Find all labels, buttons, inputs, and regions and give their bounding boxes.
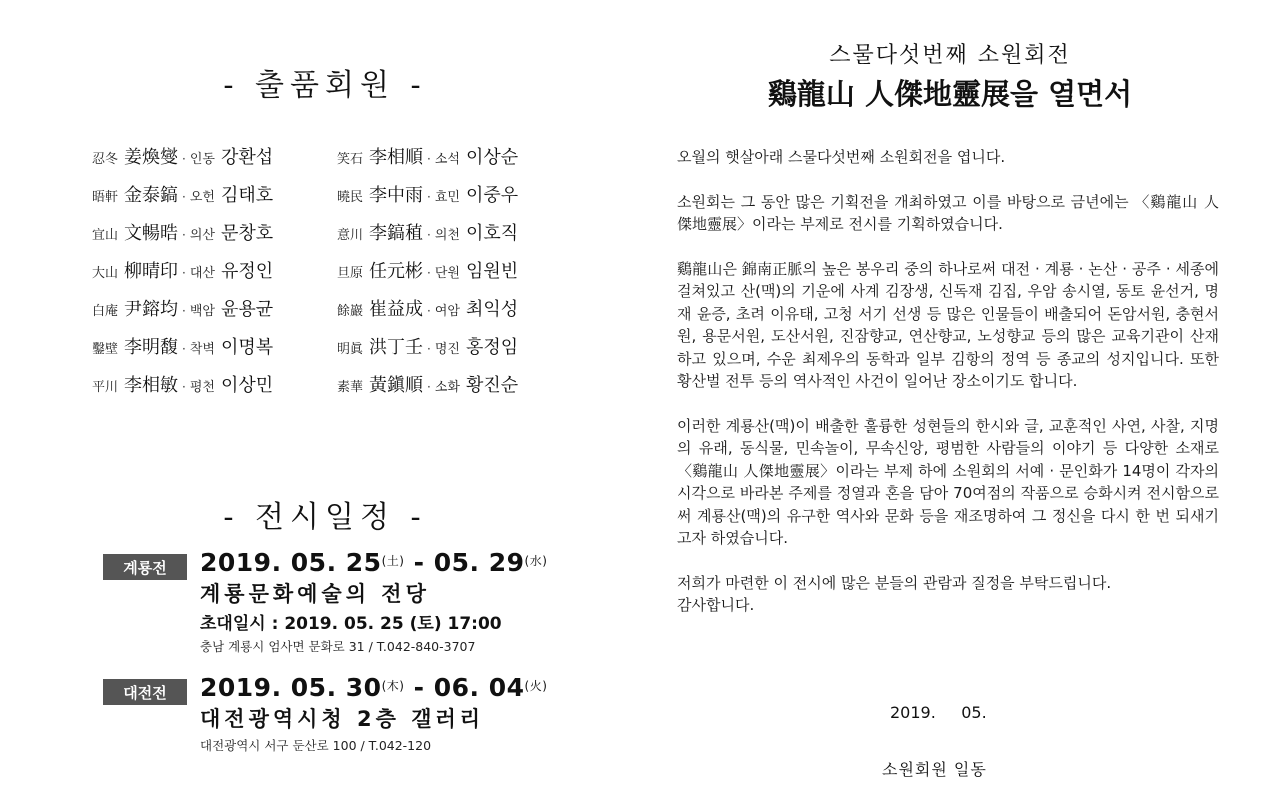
preface-text bbox=[677, 146, 1219, 639]
preface-paragraph: 감사합니다. bbox=[677, 596, 755, 614]
member-pen-name-korean: 의산 bbox=[189, 228, 215, 243]
member-pen-name: 曉民 bbox=[337, 190, 364, 205]
member-separator: · bbox=[182, 266, 186, 280]
member-name: 柳晴印 bbox=[124, 261, 179, 282]
member-separator: · bbox=[427, 304, 431, 318]
member-pen-name-korean: 명진 bbox=[434, 342, 460, 357]
member-pen-name-korean: 단원 bbox=[434, 266, 460, 281]
member-pen-name-korean: 효민 bbox=[434, 190, 460, 205]
member-name-korean: 김태호 bbox=[220, 185, 274, 206]
member-pen-name-korean: 오헌 bbox=[189, 190, 215, 205]
member-row bbox=[92, 143, 352, 181]
signature-date: 2019. 05. bbox=[890, 703, 987, 722]
member-pen-name-korean: 대산 bbox=[189, 266, 215, 281]
member-row bbox=[92, 219, 352, 257]
member-row bbox=[92, 295, 352, 333]
member-name-korean: 강환섭 bbox=[220, 147, 274, 168]
member-name-korean: 이호직 bbox=[465, 223, 519, 244]
preface-paragraph: 鷄龍山은 錦南正脈의 높은 봉우리 중의 하나로써 대전 · 계룡 · 논산 · 공주 · 세종에 걸쳐있고 산(맥)의 기운에 사계 김장생, 신독재 김집, 우암 송시열, 동토 윤선거, 명재 윤증, 초려 이유태, 고청 서기 선생 등 많은 인물들이 배출되어 돈암서원, 충현서원, 용문서원, 도산서원, 진잠향교, 연산향교, 노성향교 등의 많은 교육기관이 산재하고 있으며, 수운 최제우의 동학과 일부 김항의 정역 등 종교의 성지입니다. 또한 황산벌 전투 등의 역사적인 사건이 일어난 장소이기도 합니다. bbox=[677, 259, 1219, 390]
member-pen-name: 明眞 bbox=[337, 342, 364, 357]
member-pen-name: 素華 bbox=[337, 380, 364, 395]
members-column-1 bbox=[92, 143, 352, 409]
member-row bbox=[337, 143, 597, 181]
member-separator: · bbox=[182, 380, 186, 394]
preface-paragraph: 오월의 햇살아래 스물다섯번째 소원회전을 엽니다. bbox=[677, 148, 1006, 166]
member-pen-name: 意川 bbox=[337, 228, 364, 243]
member-pen-name-korean: 소석 bbox=[434, 152, 460, 167]
member-pen-name-korean: 소화 bbox=[434, 380, 460, 395]
event-venue: 계룡문화예술의 전당 bbox=[200, 582, 430, 606]
exhibition-subtitle: 스물다섯번째 소원회전 bbox=[829, 43, 1071, 68]
member-pen-name: 餘巖 bbox=[337, 304, 364, 319]
member-pen-name: 大山 bbox=[92, 266, 119, 281]
members-heading: - 출품회원 - bbox=[223, 68, 427, 103]
member-separator: · bbox=[182, 152, 186, 166]
member-separator: · bbox=[427, 380, 431, 394]
member-pen-name: 忍冬 bbox=[92, 152, 119, 167]
preface-paragraph: 소원회는 그 동안 많은 기획전을 개최하였고 이를 바탕으로 금년에는 〈鷄龍山 人傑地靈展〉이라는 부제로 전시를 기획하였습니다. bbox=[677, 192, 1219, 233]
member-name: 金泰鎬 bbox=[124, 185, 179, 206]
member-row bbox=[337, 181, 597, 219]
event-date: 2019. 05. $30^{(木)} - 06$. $04^{(火)}$ bbox=[200, 673, 548, 702]
member-pen-name: 晤軒 bbox=[92, 190, 119, 205]
member-pen-name-korean: 여암 bbox=[434, 304, 460, 319]
member-name: 尹鎔均 bbox=[124, 299, 179, 320]
member-name: 崔益成 bbox=[369, 299, 424, 320]
member-name-korean: 이상민 bbox=[220, 375, 274, 396]
event-address: 충남 계룡시 엄사면 문화로 31 / T.042-840-3707 bbox=[200, 639, 476, 654]
schedule-heading: - 전시일정 - bbox=[223, 500, 427, 535]
member-pen-name: 白庵 bbox=[92, 304, 119, 319]
member-name-korean: 이상순 bbox=[465, 147, 519, 168]
members-column-2 bbox=[337, 143, 597, 409]
member-separator: · bbox=[427, 190, 431, 204]
member-name-korean: 임원빈 bbox=[465, 261, 519, 282]
member-name: 李中雨 bbox=[369, 185, 424, 206]
signature-name: 소원회원 일동 bbox=[882, 760, 987, 779]
member-pen-name: 旦原 bbox=[337, 266, 364, 281]
member-separator: · bbox=[182, 342, 186, 356]
member-row bbox=[92, 181, 352, 219]
preface-paragraph: 저희가 마련한 이 전시에 많은 분들의 관람과 질정을 부탁드립니다. bbox=[677, 573, 1112, 592]
member-pen-name-korean: 의천 bbox=[434, 228, 460, 243]
member-separator: · bbox=[427, 228, 431, 242]
member-pen-name-korean: 인동 bbox=[189, 152, 215, 167]
member-pen-name-korean: 백암 bbox=[189, 304, 215, 319]
member-row bbox=[337, 371, 597, 409]
member-separator: · bbox=[427, 342, 431, 356]
member-separator: · bbox=[182, 304, 186, 318]
member-pen-name: 鑿壁 bbox=[92, 342, 119, 357]
exhibition-title: 鷄龍山 人傑地靈展을 열면서 bbox=[767, 77, 1133, 111]
member-separator: · bbox=[182, 190, 186, 204]
member-name: 李相順 bbox=[369, 147, 424, 168]
event-badge: 대전전 bbox=[103, 679, 187, 705]
member-name: 李鎬稙 bbox=[369, 223, 424, 244]
member-name: 任元彬 bbox=[369, 261, 424, 282]
member-separator: · bbox=[427, 152, 431, 166]
event-address: 대전광역시 서구 둔산로 100 / T.042-120 bbox=[200, 738, 432, 753]
member-name: 黃鎭順 bbox=[369, 375, 424, 396]
member-name-korean: 유정인 bbox=[220, 261, 274, 282]
member-row bbox=[92, 257, 352, 295]
member-separator: · bbox=[182, 228, 186, 242]
member-pen-name-korean: 평천 bbox=[189, 380, 215, 395]
member-pen-name: 平川 bbox=[92, 380, 119, 395]
member-name: 姜煥燮 bbox=[124, 147, 179, 168]
member-row bbox=[337, 257, 597, 295]
member-name: 李明馥 bbox=[124, 337, 179, 358]
event-opening: 초대일시 : 2019. 05. 25 (토) 17:00 bbox=[200, 614, 502, 634]
member-pen-name: 笑石 bbox=[337, 152, 364, 167]
member-row bbox=[92, 333, 352, 371]
member-name: 文暢晧 bbox=[124, 223, 179, 244]
member-row bbox=[337, 219, 597, 257]
member-name: 李相敏 bbox=[124, 375, 179, 396]
member-name-korean: 황진순 bbox=[465, 375, 519, 396]
member-row bbox=[337, 333, 597, 371]
event-date: 2019. 05. $25^{(土)} - 05$. $29^{(水)}$ bbox=[200, 548, 548, 577]
member-name-korean: 이명복 bbox=[220, 337, 274, 358]
event-badge: 계룡전 bbox=[103, 554, 187, 580]
member-row bbox=[92, 371, 352, 409]
preface-paragraph: 이러한 계룡산(맥)이 배출한 훌륭한 성현들의 한시와 글, 교훈적인 사연, 사찰, 지명의 유래, 동식물, 민속놀이, 무속신앙, 평범한 사람들의 이야기 등 다양한 소재로 〈鷄龍山 人傑地靈展〉이라는 부제 하에 소원회의 서예 · 문인화가 14명이 각자의 시각으로 바라본 주제를 정열과 혼을 담아 70여점의 작품으로 승화시켜 전시함으로써 계룡산(맥)의 유구한 역사와 문화 등을 재조명하여 그 정신을 다시 한 번 되새기고자 하였습니다. bbox=[677, 416, 1219, 547]
member-name-korean: 홍정임 bbox=[465, 337, 519, 358]
member-name-korean: 최익성 bbox=[465, 299, 519, 320]
member-pen-name: 宜山 bbox=[92, 228, 119, 243]
event-venue: 대전광역시청 2층 갤러리 bbox=[200, 707, 485, 731]
member-row bbox=[337, 295, 597, 333]
member-separator: · bbox=[427, 266, 431, 280]
member-name-korean: 이중우 bbox=[465, 185, 519, 206]
member-pen-name-korean: 착벽 bbox=[189, 342, 215, 357]
member-name-korean: 문창호 bbox=[220, 223, 274, 244]
member-name: 洪丁壬 bbox=[369, 337, 424, 358]
member-name-korean: 윤용균 bbox=[220, 299, 274, 320]
